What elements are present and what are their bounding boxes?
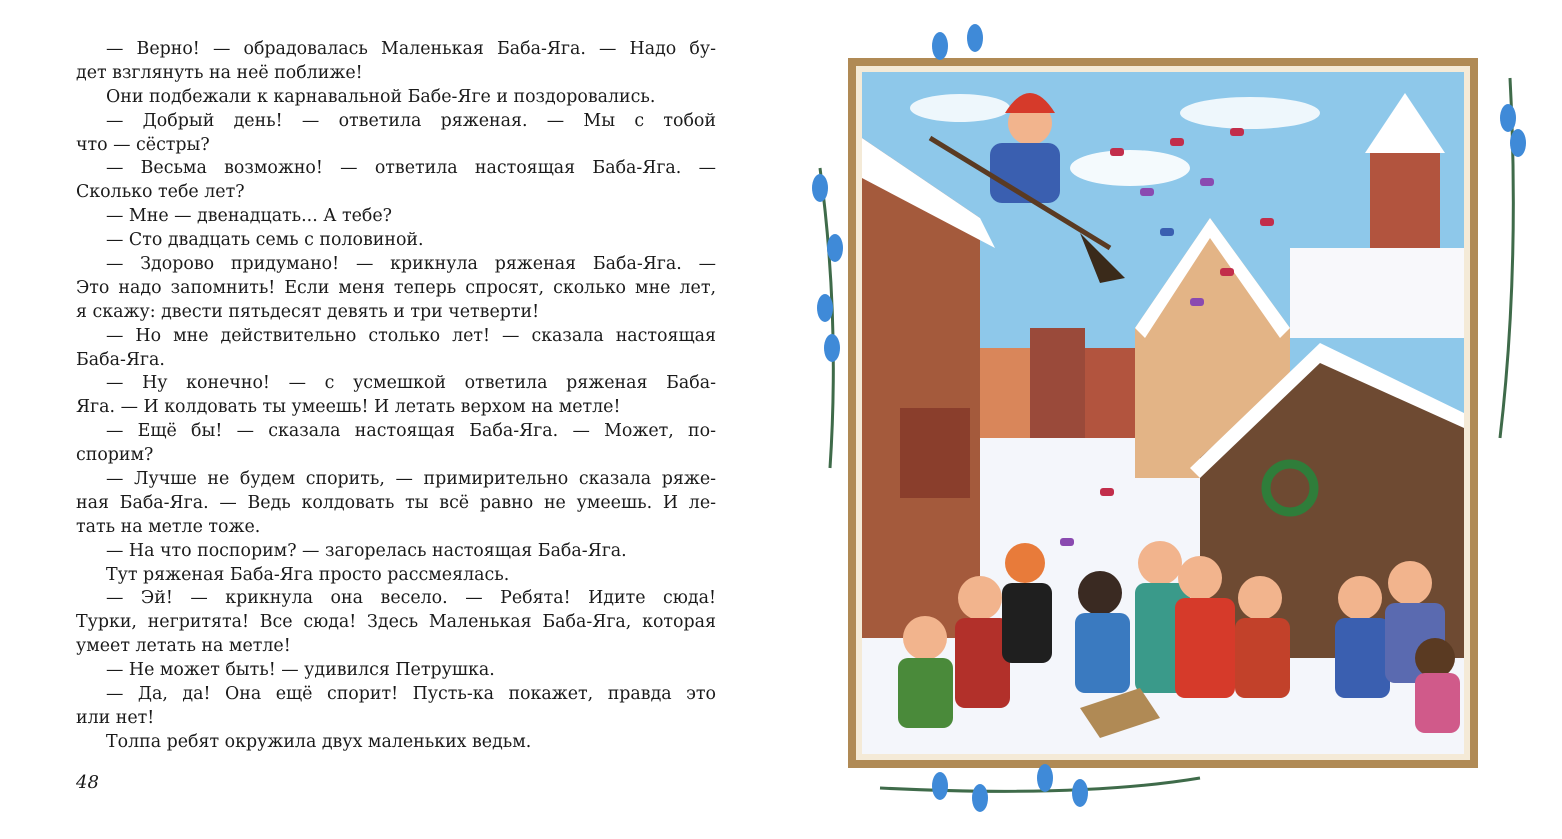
text-line: умеет летать на метле!	[76, 636, 291, 657]
text-line: Турки, негритята! Все сюда! Здесь Маленькая Баба-Яга, которая	[76, 612, 716, 633]
text-line: — Весьма возможно! — ответила настоящая Баба-Яга. —	[106, 158, 716, 179]
text-line: тать на метле тоже.	[76, 516, 261, 537]
text-line: Яга. — И колдовать ты умеешь! И летать верхом на метле!	[76, 397, 621, 418]
cloud	[910, 94, 1010, 122]
house	[1085, 348, 1135, 438]
text-line: Сколько тебе лет?	[76, 182, 245, 203]
text-line: — Не может быть! — удивился Петрушка.	[106, 660, 495, 681]
text-line: Тут ряженая Баба-Яга просто рассмеялась.	[106, 564, 510, 585]
text-line: — Эй! — крикнула она весело. — Ребята! Идите сюда!	[106, 588, 716, 609]
text-line: дет взглянуть на неё поближе!	[76, 62, 363, 83]
text-line: — Лучше не будем спорить, — примирительно сказала ряже-	[106, 469, 716, 490]
text-line: Это надо запомнить! Если меня теперь спросят, сколько мне лет,	[76, 277, 716, 298]
text-line: Они подбежали к карнавальной Бабе-Яге и поздоровались.	[106, 86, 656, 107]
text-line: — Мне — двенадцать... А тебе?	[106, 206, 392, 227]
text-line: — Ну конечно! — с усмешкой ответила ряженая Баба-	[106, 373, 716, 394]
text-line: — Но мне действительно столько лет! — сказала настоящая	[106, 325, 716, 346]
text-line: — Здорово придумано! — крикнула ряженая Баба-Яга. —	[106, 254, 716, 275]
text-line: — Ещё бы! — сказала настоящая Баба-Яга. — Может, по-	[106, 421, 716, 442]
winter-town-illustration	[780, 18, 1550, 818]
text-line: или нет!	[76, 707, 155, 728]
church-tower	[1370, 148, 1440, 258]
text-line: — На что поспорим? — загорелась настоящая Баба-Яга.	[106, 540, 627, 561]
text-line: Толпа ребят окружила двух маленьких ведьм.	[106, 731, 532, 752]
house	[1030, 328, 1085, 438]
text-line: — Да, да! Она ещё спорит! Пусть-ка покажет, правда это	[106, 684, 716, 705]
page-number: 48	[76, 772, 99, 793]
church-nave-snow	[1290, 248, 1464, 338]
illustration	[780, 18, 1550, 818]
text-line: ная Баба-Яга. — Ведь колдовать ты всё равно не умеешь. И ле-	[76, 492, 716, 513]
text-line: — Добрый день! — ответила ряженая. — Мы с тобой	[106, 110, 716, 131]
page-text	[76, 38, 716, 755]
cloud	[1180, 97, 1320, 129]
left-house	[900, 408, 970, 498]
text-line: Баба-Яга.	[76, 349, 165, 370]
text-line: спорим?	[76, 445, 154, 466]
text-line: я скажу: двести пятьдесят девять и три четверти!	[76, 301, 540, 322]
cloud	[1070, 150, 1190, 186]
text-line: что — сёстры?	[76, 134, 210, 155]
house	[980, 348, 1030, 438]
text-line: — Верно! — обрадовалась Маленькая Баба-Яга. — Надо бу-	[106, 39, 716, 59]
text-line: — Сто двадцать семь с половиной.	[106, 230, 424, 251]
